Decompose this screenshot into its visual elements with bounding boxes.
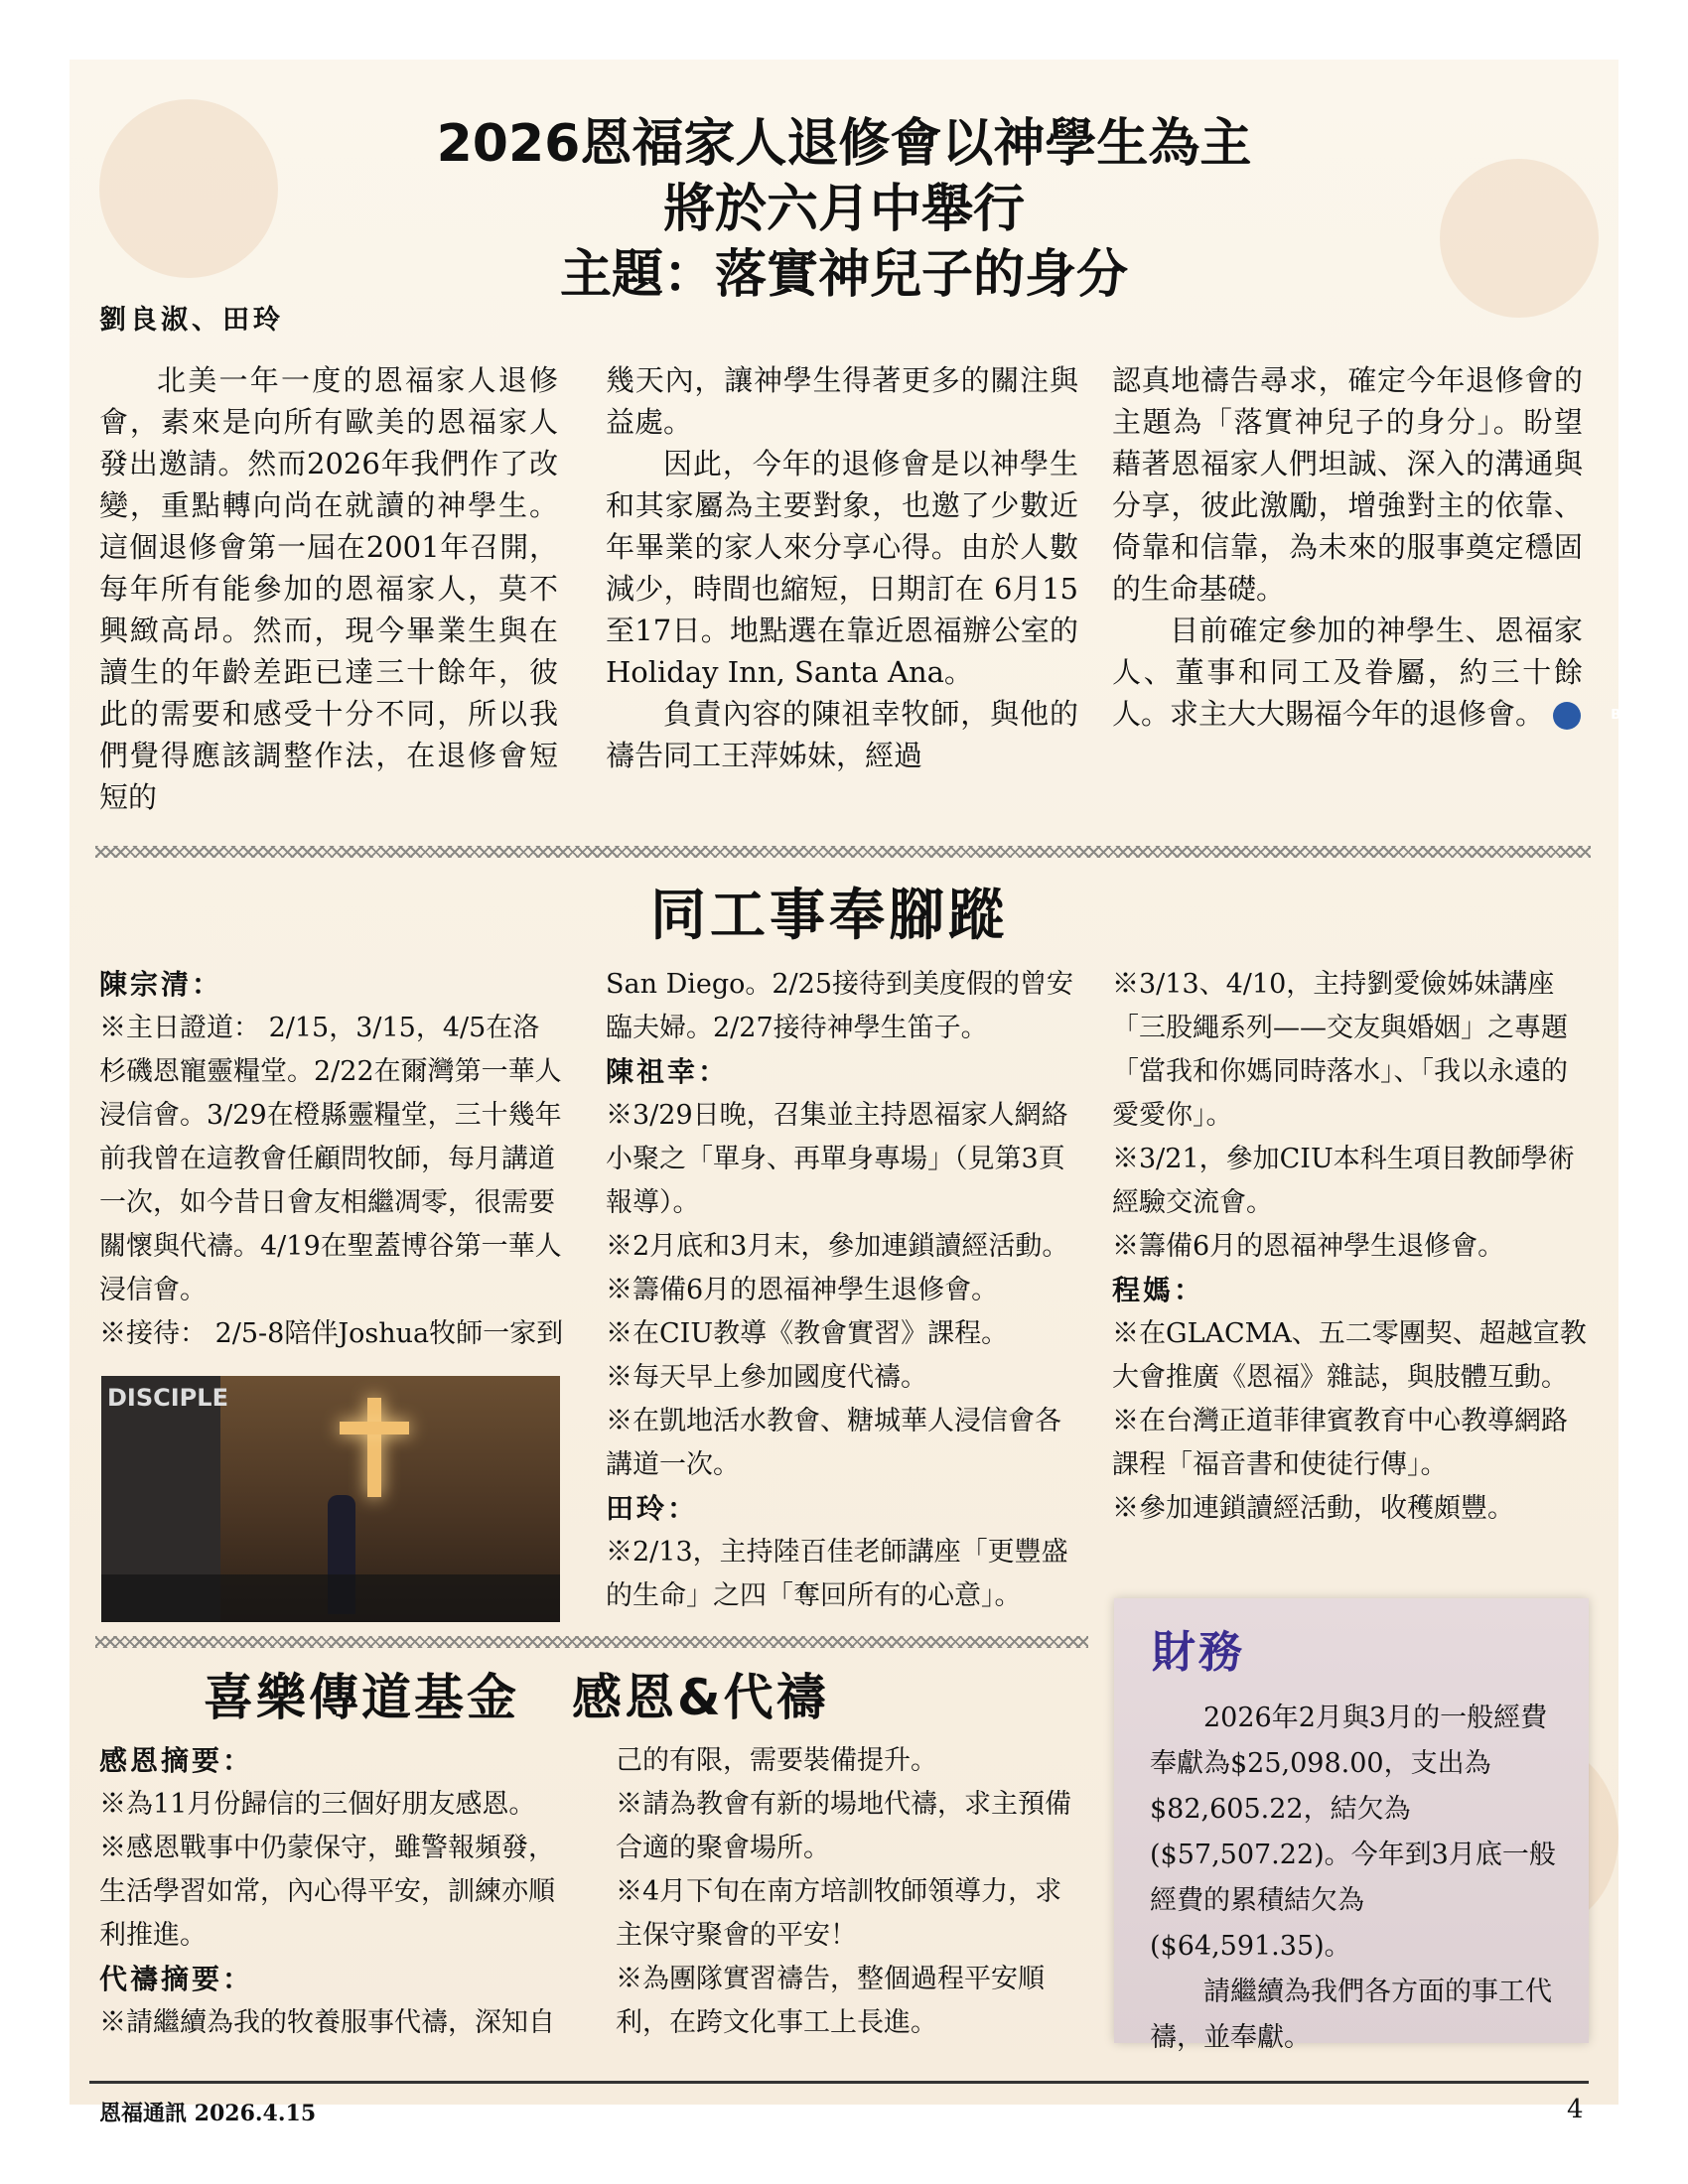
fund-section-title: 喜樂傳道基金 感恩&代禱 — [204, 1669, 829, 1726]
staff-item: ※3/29日晚，召集並主持恩福家人網絡小聚之「單身、再單身專場」（見第3頁報導）。 — [606, 1100, 1068, 1218]
staff-item: ※在凱地活水教會、糖城華人浸信會各講道一次。 — [606, 1406, 1061, 1480]
prayer-item: ※為團隊實習禱告，整個過程平安順利，在跨文化事工上長進。 — [616, 1964, 1045, 2038]
section-divider — [95, 1636, 1088, 1648]
staff-item: ※每天早上參加國度代禱。 — [606, 1362, 927, 1393]
thanks-heading: 感恩摘要： — [99, 1744, 254, 1777]
staff-item: ※3/13、4/10，主持劉愛儉姊妹講座「三股繩系列——交友與婚姻」之專題「當我和你媽同時落水」、「我以永遠的愛愛你」。 — [1112, 969, 1568, 1131]
finance-paragraph: 請繼續為我們各方面的事工代禱，並奉獻。 — [1150, 1977, 1552, 2053]
staff-column-2 — [606, 963, 1082, 1618]
article-paragraph: 因此，今年的退修會是以神學生和其家屬為主要對象，也邀了少數近年畢業的家人來分享心得。由於人數減少，時間也縮短，日期訂在 6月15至17日。地點選在靠近恩福辦公室的Holiday Inn, Santa Ana。 — [606, 447, 1078, 689]
footer-rule — [89, 2081, 1589, 2084]
staff-item: ※3/21，參加CIU本科生項目教師學術經驗交流會。 — [1112, 1144, 1575, 1218]
staff-column-1 — [99, 963, 566, 1356]
article-paragraph: 負責內容的陳祖幸牧師，與他的禱告同工王萍姊妹，經過 — [606, 697, 1078, 772]
staff-item: ※籌備6月的恩福神學生退修會。 — [606, 1275, 999, 1305]
thanks-item: ※感恩戰事中仍蒙保守，雖警報頻發，生活學習如常，內心得平安，訓練亦順利推進。 — [99, 1833, 555, 1951]
staff-column-3 — [1112, 963, 1589, 1531]
article-title-line3: 主題：落實神兒子的身分 — [559, 245, 1128, 305]
article-title-line1: 2026恩福家人退修會以神學生為主 — [436, 114, 1252, 174]
prayer-heading: 代禱摘要： — [99, 1963, 254, 1995]
article-title-line2: 將於六月中舉行 — [662, 180, 1025, 239]
thanks-item: ※為11月份歸信的三個好朋友感恩。 — [99, 1789, 536, 1820]
staff-item: ※籌備6月的恩福神學生退修會。 — [1112, 1231, 1505, 1262]
finance-box — [1114, 1598, 1589, 2053]
staff-item: ※2/13，主持陸百佳老師講座「更豐盛的生命」之四「奪回所有的心意」。 — [606, 1537, 1068, 1611]
finance-title: 財務 — [1152, 1627, 1245, 1678]
article-column-2 — [606, 359, 1078, 776]
article-paragraph: 目前確定參加的神學生、恩福家人、董事和同工及眷屬，約三十餘人。求主大大賜福今年的退修會。 — [1112, 614, 1583, 731]
staff-item: ※主日證道： 2/15，3/15，4/5在洛杉磯恩寵靈糧堂。2/22在爾灣第一華人浸信會。3/29在橙縣靈糧堂，三十幾年前我曾在這教會任顧問牧師，每月講道一次，如今昔日會友相繼凋零，很需要關懷與代禱。4/19在聖蓋博谷第一華人浸信會。 — [99, 1013, 562, 1305]
audience — [101, 1574, 560, 1622]
fund-column-2 — [616, 1739, 1082, 2045]
ministry-photo — [101, 1376, 560, 1622]
staff-item: ※在台灣正道菲律賓教育中心教導網路課程「福音書和使徒行傳」。 — [1112, 1406, 1568, 1480]
staff-item: ※接待： 2/5-8陪伴Joshua牧師一家到 — [99, 1318, 564, 1349]
staff-name: 田玲： — [606, 1492, 699, 1525]
prayer-item: 己的有限，需要裝備提升。 — [616, 1745, 937, 1776]
finance-body — [1150, 1696, 1559, 2061]
staff-name: 陳宗清： — [99, 968, 223, 1001]
article-paragraph: 認真地禱告尋求，確定今年退修會的主題為「落實神兒子的身分」。盼望藉著恩福家人們坦誠、深入的溝通與分享，彼此激勵，增強對主的依靠、倚靠和信靠，為未來的服事奠定穩固的生命基礎。 — [1112, 363, 1583, 606]
staff-item: ※在CIU教導《教會實習》課程。 — [606, 1318, 1009, 1349]
page-number: 4 — [1567, 2095, 1584, 2124]
article-column-3 — [1112, 359, 1630, 735]
cross-vertical — [367, 1398, 381, 1497]
staff-name: 程媽： — [1112, 1274, 1205, 1306]
fund-column-1 — [99, 1739, 566, 2045]
bf-logo-icon: BF — [1553, 702, 1581, 730]
staff-item: ※參加連鎖讀經活動，收穫頗豐。 — [1112, 1493, 1514, 1524]
section-divider — [95, 846, 1591, 858]
photo-screen-text: DISCIPLE — [107, 1384, 228, 1412]
prayer-item: ※請繼續為我的牧養服事代禱，深知自 — [99, 2007, 555, 2038]
staff-item: ※在GLACMA、五二零團契、超越宣教大會推廣《恩福》雜誌，與肢體互動。 — [1112, 1318, 1587, 1393]
prayer-item: ※請為教會有新的場地代禱，求主預備合適的聚會場所。 — [616, 1789, 1071, 1863]
article-author: 劉良淑、田玲 — [99, 305, 284, 336]
footer-publication: 恩福通訊 2026.4.15 — [99, 2101, 317, 2126]
staff-name: 陳祖幸： — [606, 1055, 730, 1088]
finance-paragraph: 2026年2月與3月的一般經費奉獻為$25,098.00，支出為$82,605.22，結欠為($57,507.22)。今年到3月底一般經費的累積結欠為($64,591.35)。 — [1150, 1703, 1556, 1962]
staff-item: ※2月底和3月末，參加連鎖讀經活動。 — [606, 1231, 1069, 1262]
article-paragraph: 幾天內，讓神學生得著更多的關注與益處。 — [606, 363, 1078, 439]
prayer-item: ※4月下旬在南方培訓牧師領導力，求主保守聚會的平安！ — [616, 1876, 1062, 1951]
article-column-1 — [99, 359, 558, 818]
staff-item: San Diego。2/25接待到美度假的曾安臨夫婦。2/27接待神學生笛子。 — [606, 969, 1073, 1043]
staff-section-title: 同工事奉腳蹤 — [650, 884, 1008, 948]
cross-horizontal — [340, 1422, 409, 1434]
article-paragraph: 北美一年一度的恩福家人退修會，素來是向所有歐美的恩福家人發出邀請。然而2026年我們作了改變，重點轉向尚在就讀的神學生。這個退修會第一屆在2001年召開，每年所有能參加的恩福家人，莫不興緻高昂。然而，現今畢業生與在讀生的年齡差距已達三十餘年，彼此的需要和感受十分不同，所以我們覺得應該調整作法，在退修會短短的 — [99, 363, 558, 814]
